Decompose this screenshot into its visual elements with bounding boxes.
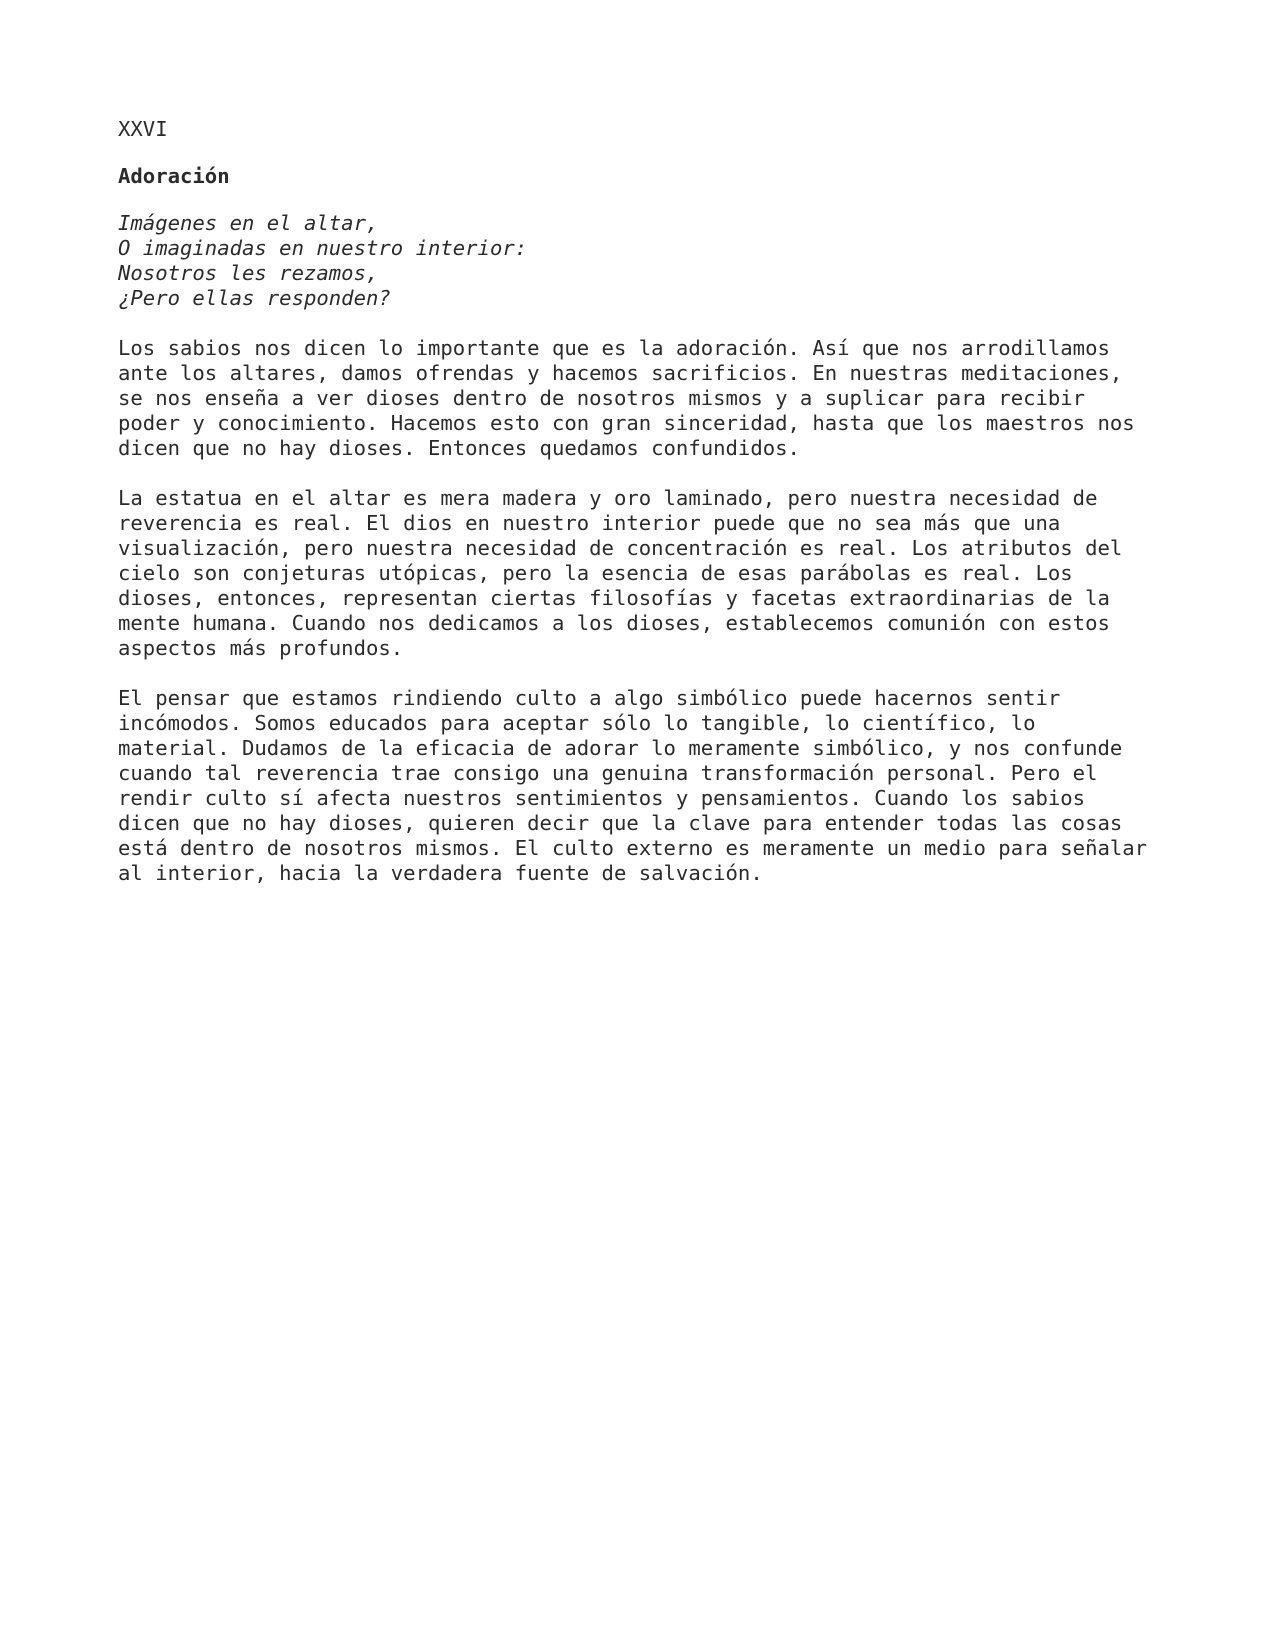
chapter-number: XXVI: [118, 117, 168, 141]
epigraph-verse: [118, 211, 1238, 311]
text-line: incómodos. Somos educados para aceptar sólo lo tangible, lo científico, lo: [118, 711, 1036, 735]
verse-line: Imágenes en el altar,: [118, 211, 379, 235]
document-page: [118, 117, 1238, 911]
text-line: reverencia es real. El dios en nuestro interior puede que no sea más que una: [118, 511, 1061, 535]
text-line: cuando tal reverencia trae consigo una genuina transformación personal. Pero el: [118, 761, 1098, 785]
text-line: rendir culto sí afecta nuestros sentimientos y pensamientos. Cuando los sabios: [118, 786, 1086, 810]
text-line: está dentro de nosotros mismos. El culto externo es meramente un medio para señalar: [118, 836, 1148, 860]
paragraph-3: [118, 686, 1238, 886]
text-line: material. Dudamos de la eficacia de adorar lo meramente simbólico, y nos confunde: [118, 736, 1123, 760]
verse-line: O imaginadas en nuestro interior:: [118, 236, 528, 260]
text-line: dicen que no hay dioses, quieren decir que la clave para entender todas las cosas: [118, 811, 1123, 835]
text-line: El pensar que estamos rindiendo culto a algo simbólico puede hacernos sentir: [118, 686, 1061, 710]
paragraph-2: [118, 486, 1238, 661]
paragraph-1: [118, 336, 1238, 461]
text-line: aspectos más profundos.: [118, 636, 404, 660]
text-line: mente humana. Cuando nos dedicamos a los dioses, establecemos comunión con estos: [118, 611, 1110, 635]
text-line: Los sabios nos dicen lo importante que es la adoración. Así que nos arrodillamos: [118, 336, 1110, 360]
text-line: dicen que no hay dioses. Entonces quedamos confundidos.: [118, 436, 800, 460]
text-line: visualización, pero nuestra necesidad de concentración es real. Los atributos del: [118, 536, 1123, 560]
text-line: poder y conocimiento. Hacemos esto con gran sinceridad, hasta que los maestros nos: [118, 411, 1135, 435]
verse-line: Nosotros les rezamos,: [118, 261, 379, 285]
text-line: La estatua en el altar es mera madera y oro laminado, pero nuestra necesidad de: [118, 486, 1098, 510]
chapter-title: Adoración: [118, 164, 230, 188]
verse-line: ¿Pero ellas responden?: [118, 286, 391, 310]
text-line: al interior, hacia la verdadera fuente de salvación.: [118, 861, 763, 885]
text-line: se nos enseña a ver dioses dentro de nosotros mismos y a suplicar para recibir: [118, 386, 1086, 410]
text-line: cielo son conjeturas utópicas, pero la esencia de esas parábolas es real. Los: [118, 561, 1073, 585]
text-line: ante los altares, damos ofrendas y hacemos sacrificios. En nuestras meditaciones,: [118, 361, 1123, 385]
text-line: dioses, entonces, representan ciertas filosofías y facetas extraordinarias de la: [118, 586, 1110, 610]
